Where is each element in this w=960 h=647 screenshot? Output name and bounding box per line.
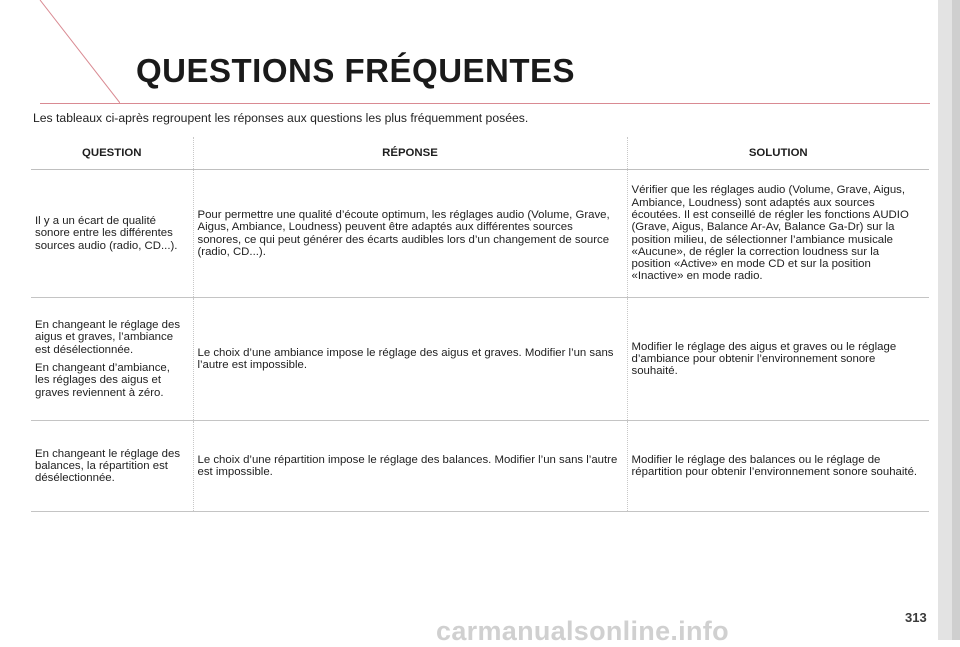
- question-cell: [31, 298, 193, 421]
- watermark: carmanualsonline.info: [436, 616, 729, 646]
- page-edge-strip-dark: [952, 0, 960, 640]
- table-row: [31, 421, 929, 512]
- response-cell: Pour permettre une qualité d’écoute optimum, les réglages audio (Volume, Grave, Aigus, Ambiance, Loudness) peuvent être adaptés aux différentes sources sonores, ce qui peut générer des écarts audibles lors d’un changement de source (radio, CD...).: [193, 170, 627, 298]
- response-cell: Le choix d’une ambiance impose le réglage des aigus et graves. Modifier l’un sans l’autre est impossible.: [193, 298, 627, 421]
- page-title: QUESTIONS FRÉQUENTES: [136, 52, 576, 89]
- table-row: [31, 170, 929, 298]
- question-text: En changeant d’ambiance, les réglages des aigus et graves reviennent à zéro.: [35, 362, 170, 399]
- faq-table: [31, 137, 929, 512]
- response-cell: Le choix d’une répartition impose le réglage des balances. Modifier l’un sans l’autre est impossible.: [193, 421, 627, 512]
- question-text: En changeant le réglage des balances, la répartition est désélectionnée.: [35, 447, 181, 485]
- header-question: QUESTION: [31, 137, 193, 170]
- table-row: [31, 298, 929, 421]
- question-cell: [31, 421, 193, 512]
- question-text: Il y a un écart de qualité sonore entre les différentes sources audio (radio, CD...).: [35, 215, 178, 252]
- solution-cell: Modifier le réglage des aigus et graves ou le réglage d’ambiance pour obtenir l’environnement sonore souhaité.: [627, 298, 929, 421]
- header-response: RÉPONSE: [193, 137, 627, 170]
- question-text: En changeant le réglage des aigus et graves, l’ambiance est désélectionnée.: [35, 319, 181, 356]
- page-number: 313: [905, 610, 927, 625]
- intro-text: Les tableaux ci-après regroupent les réponses aux questions les plus fréquemment posées.: [33, 111, 529, 125]
- table-header-row: [31, 137, 929, 170]
- question-cell: [31, 170, 193, 298]
- solution-cell: Vérifier que les réglages audio (Volume, Grave, Aigus, Ambiance, Loudness) sont adaptés aux sources écoutées. Il est conseillé de régler les fonctions AUDIO (Grave, Aigus, Balance Ar-Av, Balance Ga-Dr) sur la position milieu, de sélectionner l’ambiance musicale «Aucune», de régler la correction loudness sur la position «Active» en mode CD et sur la position «Inactive» en mode radio.: [627, 170, 929, 298]
- solution-cell: Modifier le réglage des balances ou le réglage de répartition pour obtenir l’environnement sonore souhaité.: [627, 421, 929, 512]
- header-solution: SOLUTION: [627, 137, 929, 170]
